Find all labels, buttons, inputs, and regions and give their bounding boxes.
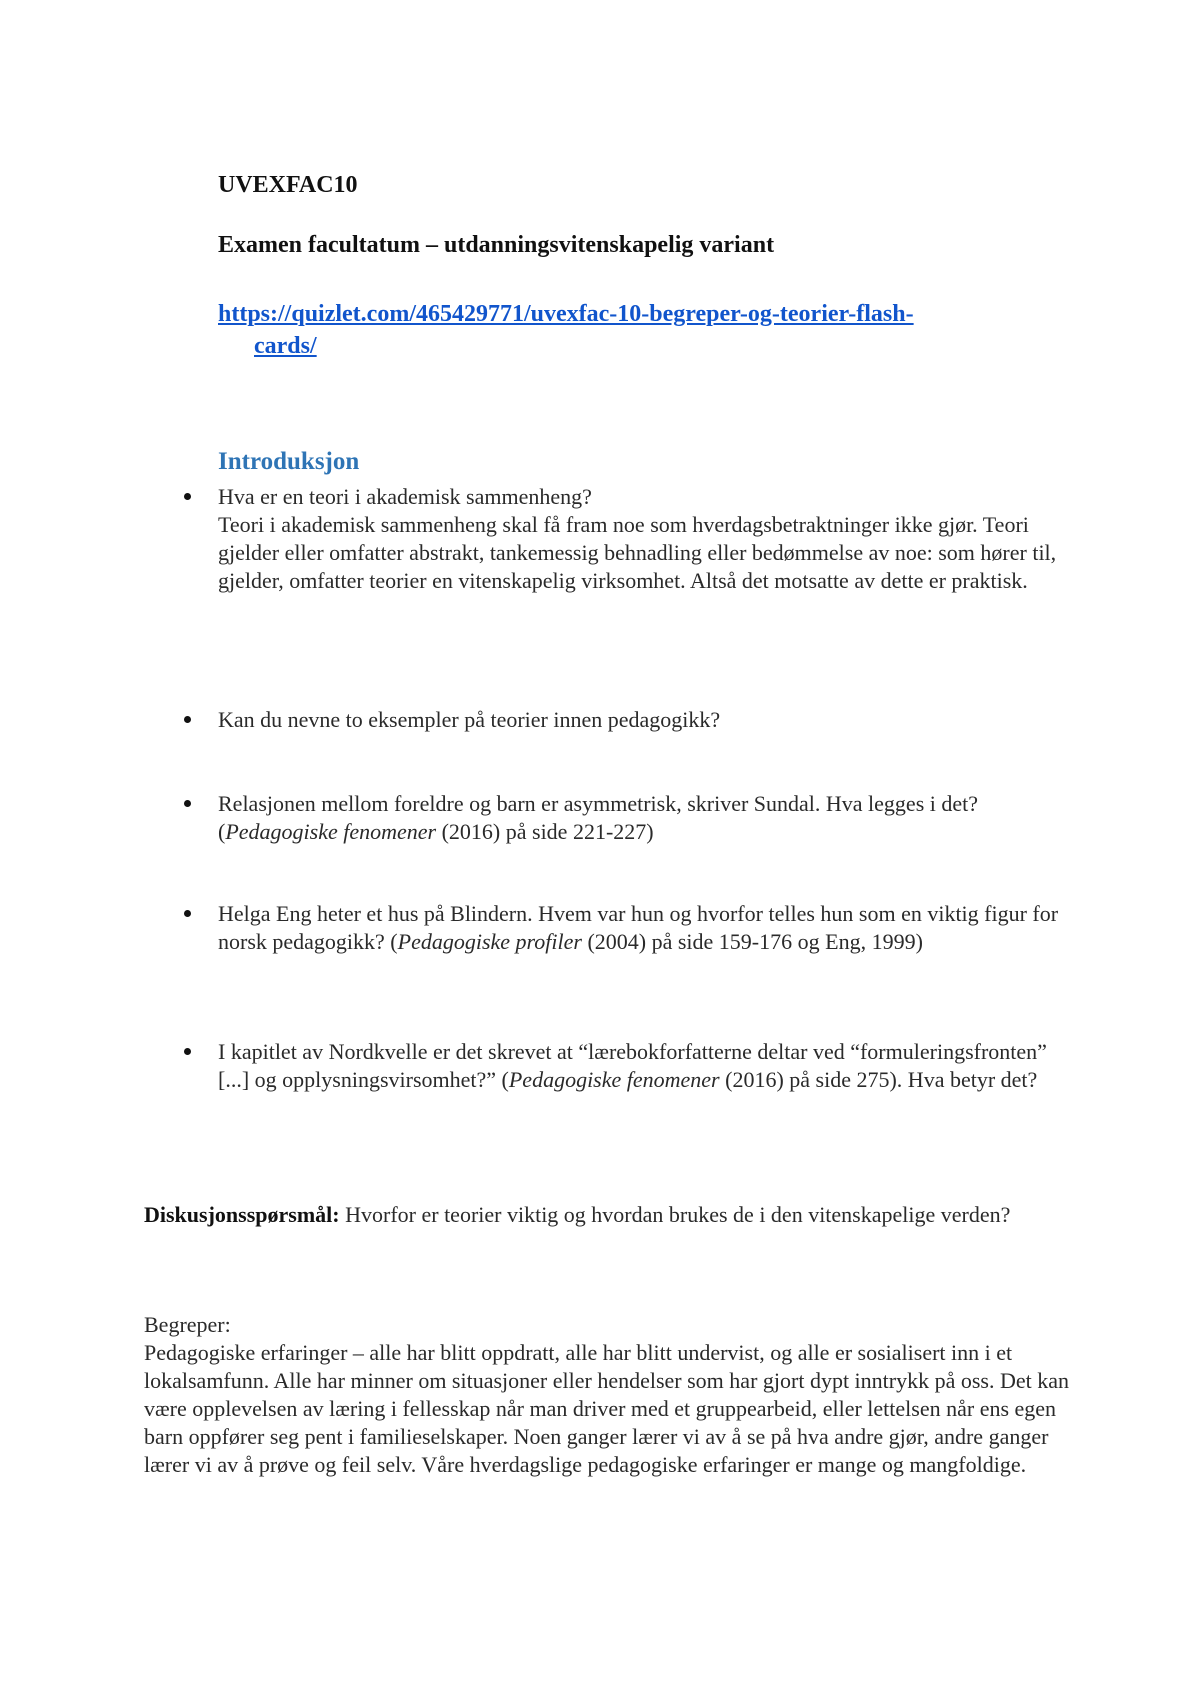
link-line-1: https://quizlet.com/465429771/uvexfac-10-begreper-og-teorier-flash- bbox=[218, 301, 914, 327]
question-text: Relasjonen mellom foreldre og barn er asymmetrisk, skriver Sundal. Hva legges i det? ( bbox=[218, 791, 979, 844]
question-text: Helga Eng heter et hus på Blindern. Hvem var hun og hvorfor telles hun som en viktig figur for norsk pedagogikk? ( bbox=[218, 901, 1059, 954]
bullet-icon bbox=[184, 800, 191, 807]
list-item bbox=[218, 706, 1068, 734]
concepts-section bbox=[144, 1311, 1074, 1479]
question-reference: (2016) på side 275). Hva betyr det? bbox=[719, 1067, 1038, 1092]
question-reference: (2004) på side 159-176 og Eng, 1999) bbox=[581, 929, 923, 954]
intro-heading: Introduksjon bbox=[218, 448, 360, 475]
book-title: Pedagogiske fenomener bbox=[508, 1067, 720, 1092]
book-title: Pedagogiske fenomener bbox=[225, 819, 437, 844]
discussion-text: Hvorfor er teorier viktig og hvordan brukes de i den vitenskapelige verden? bbox=[339, 1202, 1011, 1227]
bullet-icon bbox=[184, 1048, 191, 1055]
answer-text: Teori i akademisk sammenheng skal få fram noe som hverdagsbetraktninger ikke gjør. Teori gjelder eller omfatter abstrakt, tankemessig behnadling eller bedømmelse av noe: som hører til, gjelder, omfatter teorier en vitenskapelig virksomhet. Altså det motsatte av dette er praktisk. bbox=[218, 512, 1057, 593]
question-text: I kapitlet av Nordkvelle er det skrevet at “lærebokforfatterne deltar ved “formuleringsfronten” [...] og opplysningsvirsomhet?” ( bbox=[218, 1039, 1047, 1092]
link-line-2: cards/ bbox=[254, 333, 317, 359]
question-reference: (2016) på side 221-227) bbox=[436, 819, 654, 844]
question-text: Kan du nevne to eksempler på teorier innen pedagogikk? bbox=[218, 707, 721, 732]
bullet-icon bbox=[184, 716, 191, 723]
concepts-text: Pedagogiske erfaringer – alle har blitt oppdratt, alle har blitt undervist, og alle er sosialisert inn i et lokalsamfunn. Alle har minner om situasjoner eller hendelser som har gjort dypt inntrykk på oss. Det kan være opplevelsen av læring i fellesskap når man driver med et gruppearbeid, eller lettelsen når ens egen barn oppfører seg pent i familieselskaper. Noen ganger lærer vi av å se på hva andre gjør, andre ganger lærer vi av å prøve og feil selv. Våre hverdagslige pedagogiske erfaringer er mange og mangfoldige. bbox=[144, 1340, 1070, 1477]
course-code: UVEXFAC10 bbox=[218, 172, 358, 198]
book-title: Pedagogiske profiler bbox=[397, 929, 582, 954]
bullet-icon bbox=[184, 493, 191, 500]
list-item bbox=[218, 1038, 1068, 1094]
list-item bbox=[218, 483, 1068, 595]
discussion-question bbox=[144, 1201, 1074, 1229]
list-item bbox=[218, 790, 1068, 846]
list-item bbox=[218, 900, 1068, 956]
document-title: Examen facultatum – utdanningsvitenskapelig variant bbox=[218, 232, 775, 258]
bullet-icon bbox=[184, 910, 191, 917]
concepts-heading: Begreper: bbox=[144, 1312, 231, 1337]
question-text: Hva er en teori i akademisk sammenheng? bbox=[218, 484, 592, 509]
quizlet-link[interactable] bbox=[218, 298, 1068, 362]
discussion-label: Diskusjonsspørsmål: bbox=[144, 1202, 340, 1227]
